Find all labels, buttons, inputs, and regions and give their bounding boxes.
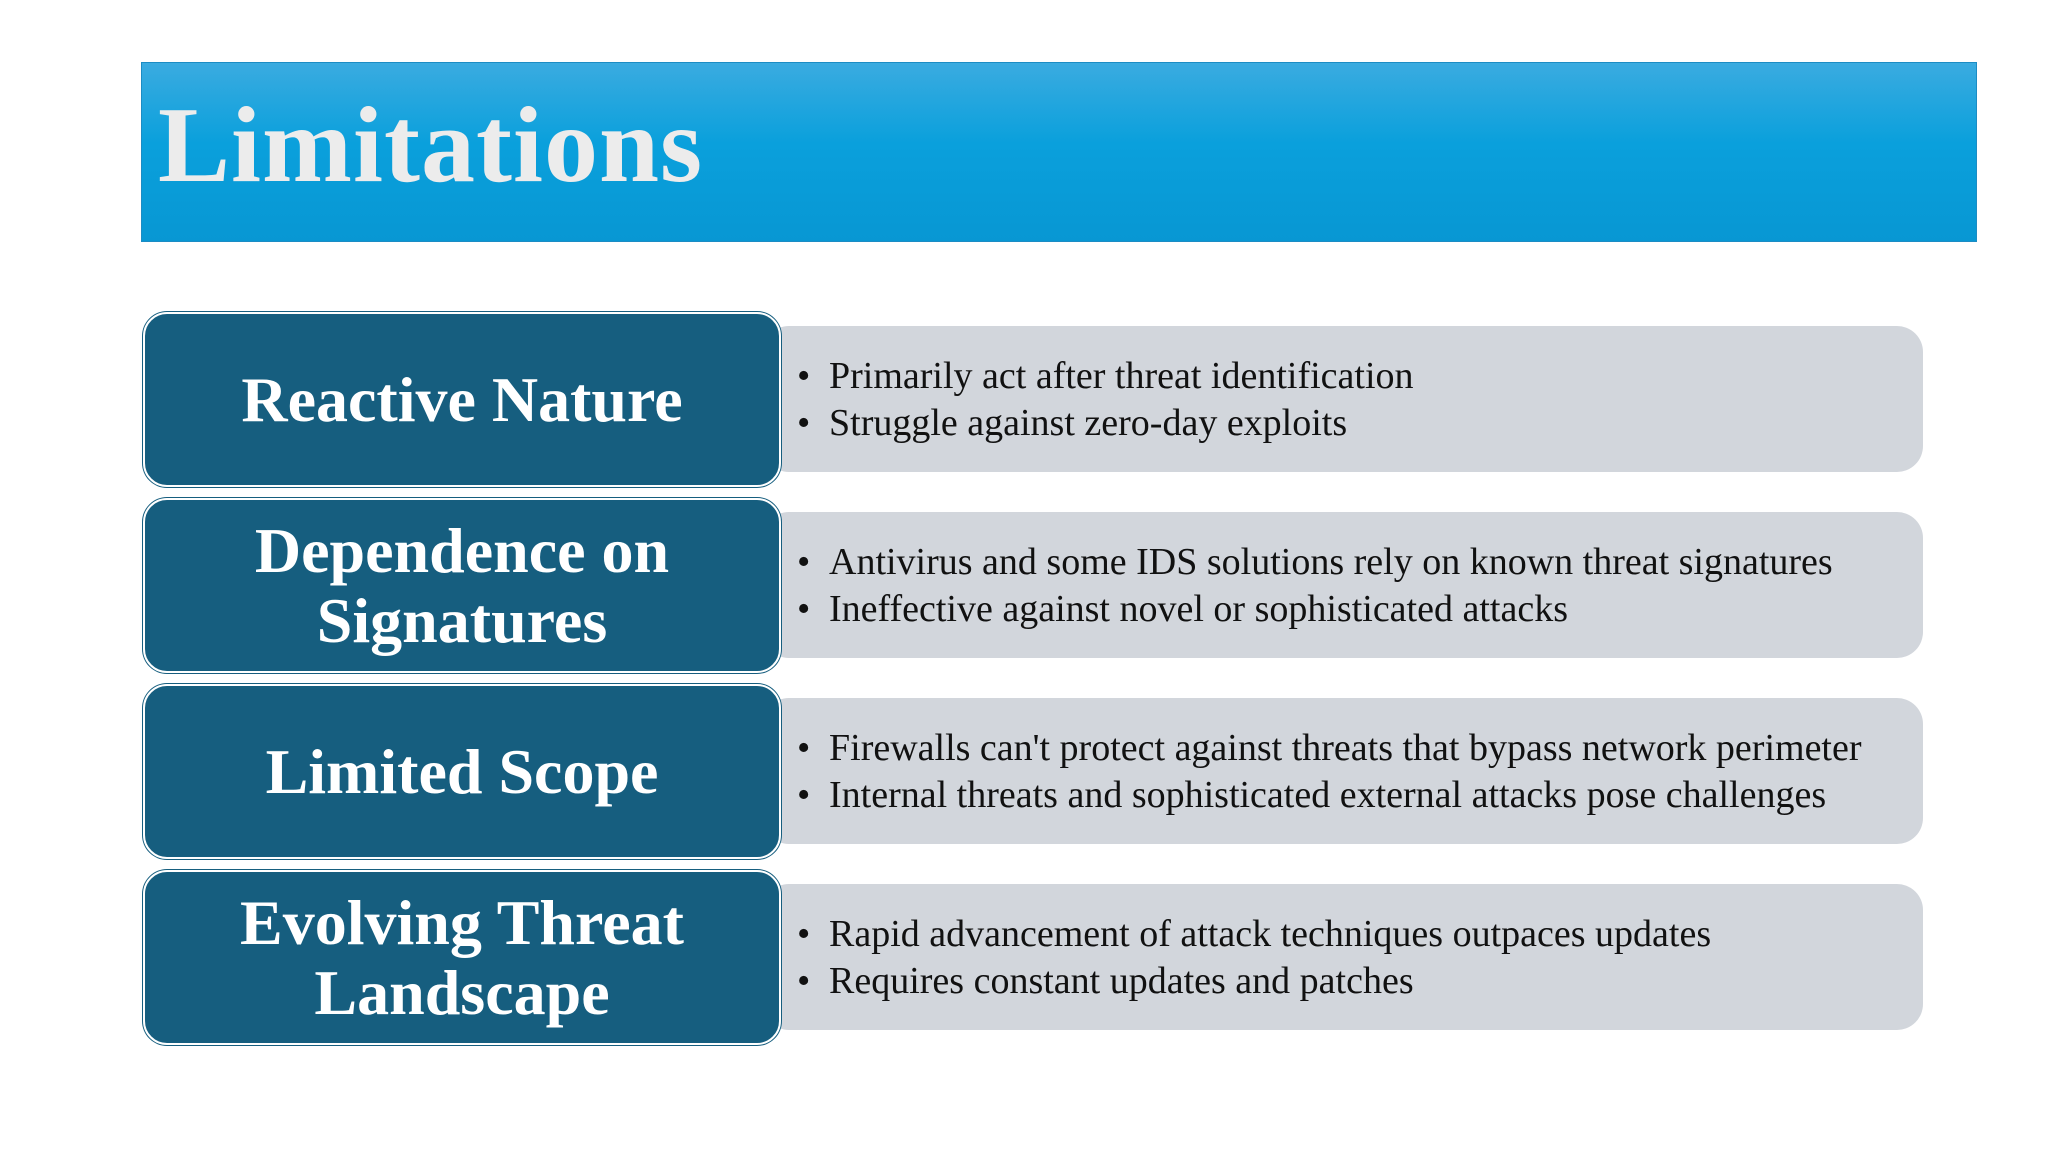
bullet-item: • Requires constant updates and patches <box>793 958 1913 1005</box>
title-banner <box>141 62 1977 242</box>
row-label: Evolving Threat Landscape <box>240 886 684 1028</box>
bullet-list <box>793 312 1913 487</box>
bullet-item: • Primarily act after threat identification <box>793 353 1913 400</box>
row-label-box <box>143 870 781 1045</box>
row-label: Reactive Nature <box>241 363 683 435</box>
row-label: Dependence on Signatures <box>254 514 670 656</box>
row-label-box <box>143 312 781 487</box>
limitation-row-dependence-on-signatures <box>143 498 1923 673</box>
bullet-item: • Antivirus and some IDS solutions rely on known threat signatures <box>793 539 1913 586</box>
row-label: Limited Scope <box>265 735 659 807</box>
bullet-item: • Firewalls can't protect against threats that bypass network perimeter <box>793 725 1913 772</box>
row-label-box <box>143 684 781 859</box>
bullet-list <box>793 870 1913 1045</box>
limitation-row-evolving-threat-landscape <box>143 870 1923 1045</box>
limitation-row-limited-scope <box>143 684 1923 859</box>
bullet-item: • Internal threats and sophisticated external attacks pose challenges <box>793 772 1913 819</box>
bullet-item: • Rapid advancement of attack techniques outpaces updates <box>793 911 1913 958</box>
row-label-box <box>143 498 781 673</box>
slide-title: Limitations <box>158 86 704 205</box>
bullet-list <box>793 684 1913 859</box>
bullet-list <box>793 498 1913 673</box>
limitation-row-reactive-nature <box>143 312 1923 487</box>
bullet-item: • Struggle against zero-day exploits <box>793 400 1913 447</box>
bullet-item: • Ineffective against novel or sophisticated attacks <box>793 586 1913 633</box>
